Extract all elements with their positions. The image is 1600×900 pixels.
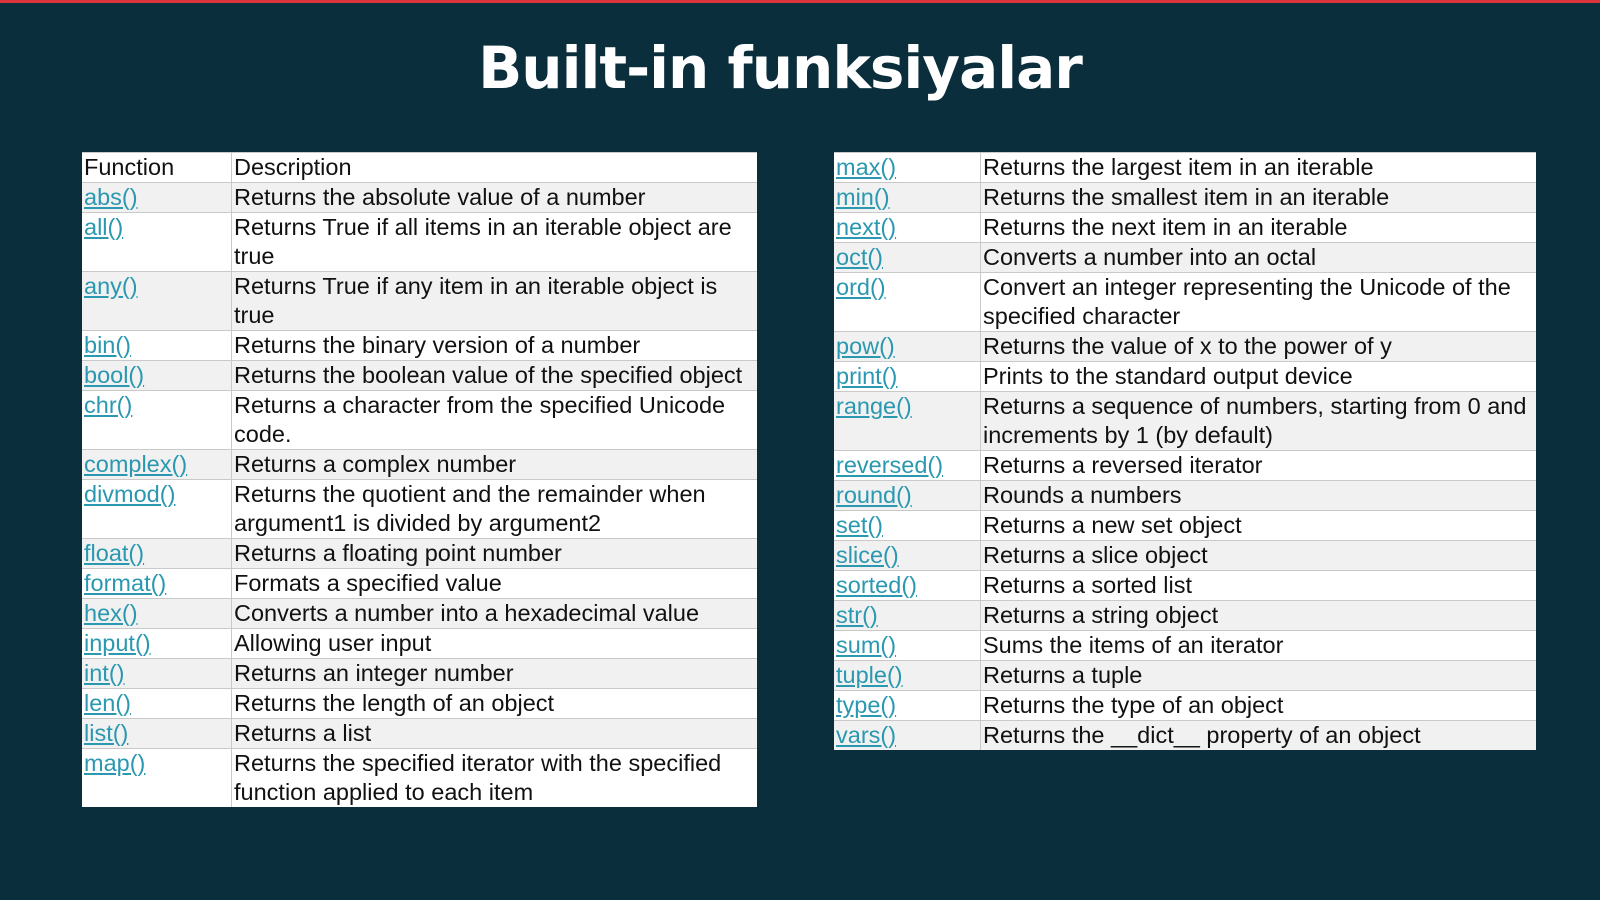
function-link[interactable]: sorted() bbox=[836, 572, 917, 598]
table-header-row bbox=[82, 153, 757, 183]
function-link[interactable]: slice() bbox=[836, 542, 899, 568]
function-link[interactable]: set() bbox=[836, 512, 883, 538]
function-link[interactable]: all() bbox=[84, 214, 124, 240]
description-cell: Returns a slice object bbox=[981, 541, 1537, 571]
function-cell bbox=[834, 601, 981, 631]
description-cell: Returns the boolean value of the specified object bbox=[232, 361, 758, 391]
function-cell bbox=[82, 213, 232, 272]
column-header-function: Function bbox=[82, 153, 232, 183]
function-cell bbox=[834, 243, 981, 273]
description-cell: Converts a number into a hexadecimal value bbox=[232, 599, 758, 629]
function-link[interactable]: bin() bbox=[84, 332, 132, 358]
function-cell bbox=[834, 541, 981, 571]
function-link[interactable]: oct() bbox=[836, 244, 883, 270]
function-link[interactable]: max() bbox=[836, 154, 897, 180]
table-row bbox=[82, 689, 757, 719]
function-cell bbox=[834, 183, 981, 213]
function-cell bbox=[834, 511, 981, 541]
function-cell bbox=[834, 661, 981, 691]
function-cell bbox=[82, 719, 232, 749]
function-cell bbox=[834, 571, 981, 601]
function-link[interactable]: ord() bbox=[836, 274, 886, 300]
function-cell bbox=[82, 569, 232, 599]
table-row bbox=[834, 661, 1536, 691]
function-link[interactable]: range() bbox=[836, 393, 912, 419]
description-cell: Prints to the standard output device bbox=[981, 362, 1537, 392]
function-link[interactable]: list() bbox=[84, 720, 129, 746]
description-cell: Returns the __dict__ property of an object bbox=[981, 721, 1537, 751]
description-cell: Returns a sequence of numbers, starting from 0 and increments by 1 (by default) bbox=[981, 392, 1537, 451]
description-cell: Returns the next item in an iterable bbox=[981, 213, 1537, 243]
function-link[interactable]: round() bbox=[836, 482, 912, 508]
table-row bbox=[834, 511, 1536, 541]
description-cell: Converts a number into an octal bbox=[981, 243, 1537, 273]
table-row bbox=[82, 569, 757, 599]
description-cell: Sums the items of an iterator bbox=[981, 631, 1537, 661]
description-cell: Convert an integer representing the Unicode of the specified character bbox=[981, 273, 1537, 332]
function-cell bbox=[82, 599, 232, 629]
function-cell bbox=[834, 392, 981, 451]
function-cell bbox=[834, 332, 981, 362]
function-cell bbox=[82, 480, 232, 539]
function-link[interactable]: pow() bbox=[836, 333, 895, 359]
function-link[interactable]: chr() bbox=[84, 392, 133, 418]
function-cell bbox=[82, 659, 232, 689]
page-title: Built-in funksiyalar bbox=[478, 34, 1082, 102]
table-row bbox=[834, 183, 1536, 213]
description-cell: Returns the binary version of a number bbox=[232, 331, 758, 361]
function-cell bbox=[834, 153, 981, 183]
description-cell: Returns an integer number bbox=[232, 659, 758, 689]
description-cell: Returns the quotient and the remainder when argument1 is divided by argument2 bbox=[232, 480, 758, 539]
table-row bbox=[82, 629, 757, 659]
table-row bbox=[82, 361, 757, 391]
table-row bbox=[82, 659, 757, 689]
function-link[interactable]: sum() bbox=[836, 632, 897, 658]
description-cell: Returns True if all items in an iterable object are true bbox=[232, 213, 758, 272]
description-cell: Returns a tuple bbox=[981, 661, 1537, 691]
function-link[interactable]: abs() bbox=[84, 184, 138, 210]
function-cell bbox=[82, 391, 232, 450]
column-header-description: Description bbox=[232, 153, 758, 183]
function-link[interactable]: hex() bbox=[84, 600, 138, 626]
function-link[interactable]: float() bbox=[84, 540, 145, 566]
description-cell: Returns a floating point number bbox=[232, 539, 758, 569]
table-row bbox=[834, 392, 1536, 451]
description-cell: Returns the specified iterator with the specified function applied to each item bbox=[232, 749, 758, 808]
description-cell: Returns a character from the specified Unicode code. bbox=[232, 391, 758, 450]
function-cell bbox=[82, 689, 232, 719]
function-cell bbox=[82, 361, 232, 391]
description-cell: Returns a new set object bbox=[981, 511, 1537, 541]
function-link[interactable]: min() bbox=[836, 184, 890, 210]
function-link[interactable]: complex() bbox=[84, 451, 188, 477]
function-cell bbox=[82, 749, 232, 808]
table-row bbox=[82, 391, 757, 450]
function-link[interactable]: len() bbox=[84, 690, 132, 716]
table-row bbox=[834, 273, 1536, 332]
description-cell: Returns the type of an object bbox=[981, 691, 1537, 721]
description-cell: Returns True if any item in an iterable object is true bbox=[232, 272, 758, 331]
function-cell bbox=[834, 451, 981, 481]
description-cell: Returns the value of x to the power of y bbox=[981, 332, 1537, 362]
function-link[interactable]: print() bbox=[836, 363, 898, 389]
description-cell: Returns the smallest item in an iterable bbox=[981, 183, 1537, 213]
description-cell: Allowing user input bbox=[232, 629, 758, 659]
function-cell bbox=[82, 450, 232, 480]
function-link[interactable]: reversed() bbox=[836, 452, 944, 478]
function-link[interactable]: format() bbox=[84, 570, 167, 596]
table-row bbox=[82, 480, 757, 539]
description-cell: Returns a sorted list bbox=[981, 571, 1537, 601]
function-link[interactable]: type() bbox=[836, 692, 897, 718]
table-row bbox=[82, 450, 757, 480]
function-link[interactable]: input() bbox=[84, 630, 151, 656]
function-cell bbox=[82, 539, 232, 569]
function-link[interactable]: any() bbox=[84, 273, 138, 299]
description-cell: Returns a string object bbox=[981, 601, 1537, 631]
table-row bbox=[834, 153, 1536, 183]
table-row bbox=[834, 213, 1536, 243]
function-cell bbox=[82, 331, 232, 361]
description-cell: Returns a list bbox=[232, 719, 758, 749]
function-link[interactable]: divmod() bbox=[84, 481, 176, 507]
table-row bbox=[834, 721, 1536, 751]
description-cell: Returns a reversed iterator bbox=[981, 451, 1537, 481]
table-row bbox=[834, 541, 1536, 571]
table-row bbox=[82, 719, 757, 749]
table-row bbox=[834, 691, 1536, 721]
table-row bbox=[834, 362, 1536, 392]
function-cell bbox=[82, 183, 232, 213]
table-row bbox=[834, 601, 1536, 631]
table-row bbox=[834, 631, 1536, 661]
function-link[interactable]: map() bbox=[84, 750, 146, 776]
function-cell bbox=[834, 213, 981, 243]
table-row bbox=[834, 451, 1536, 481]
table-row bbox=[82, 599, 757, 629]
table-row bbox=[834, 571, 1536, 601]
description-cell: Returns a complex number bbox=[232, 450, 758, 480]
function-cell bbox=[834, 691, 981, 721]
function-cell bbox=[834, 481, 981, 511]
description-cell: Returns the absolute value of a number bbox=[232, 183, 758, 213]
function-cell bbox=[834, 721, 981, 751]
function-cell bbox=[82, 629, 232, 659]
function-link[interactable]: int() bbox=[84, 660, 125, 686]
description-cell: Returns the largest item in an iterable bbox=[981, 153, 1537, 183]
functions-table-right bbox=[834, 152, 1536, 750]
function-link[interactable]: vars() bbox=[836, 722, 897, 748]
table-row bbox=[834, 481, 1536, 511]
function-cell bbox=[834, 362, 981, 392]
description-cell: Rounds a numbers bbox=[981, 481, 1537, 511]
functions-table-left bbox=[82, 152, 757, 807]
function-link[interactable]: str() bbox=[836, 602, 878, 628]
table-row bbox=[82, 539, 757, 569]
description-cell: Formats a specified value bbox=[232, 569, 758, 599]
table-row bbox=[82, 272, 757, 331]
table-row bbox=[82, 213, 757, 272]
function-link[interactable]: bool() bbox=[84, 362, 145, 388]
table-row bbox=[82, 183, 757, 213]
description-cell: Returns the length of an object bbox=[232, 689, 758, 719]
table-row bbox=[834, 332, 1536, 362]
function-cell bbox=[834, 273, 981, 332]
function-link[interactable]: tuple() bbox=[836, 662, 903, 688]
table-row bbox=[82, 749, 757, 808]
table-row bbox=[834, 243, 1536, 273]
function-link[interactable]: next() bbox=[836, 214, 897, 240]
function-cell bbox=[82, 272, 232, 331]
function-cell bbox=[834, 631, 981, 661]
top-accent-bar bbox=[0, 0, 1600, 3]
table-row bbox=[82, 331, 757, 361]
